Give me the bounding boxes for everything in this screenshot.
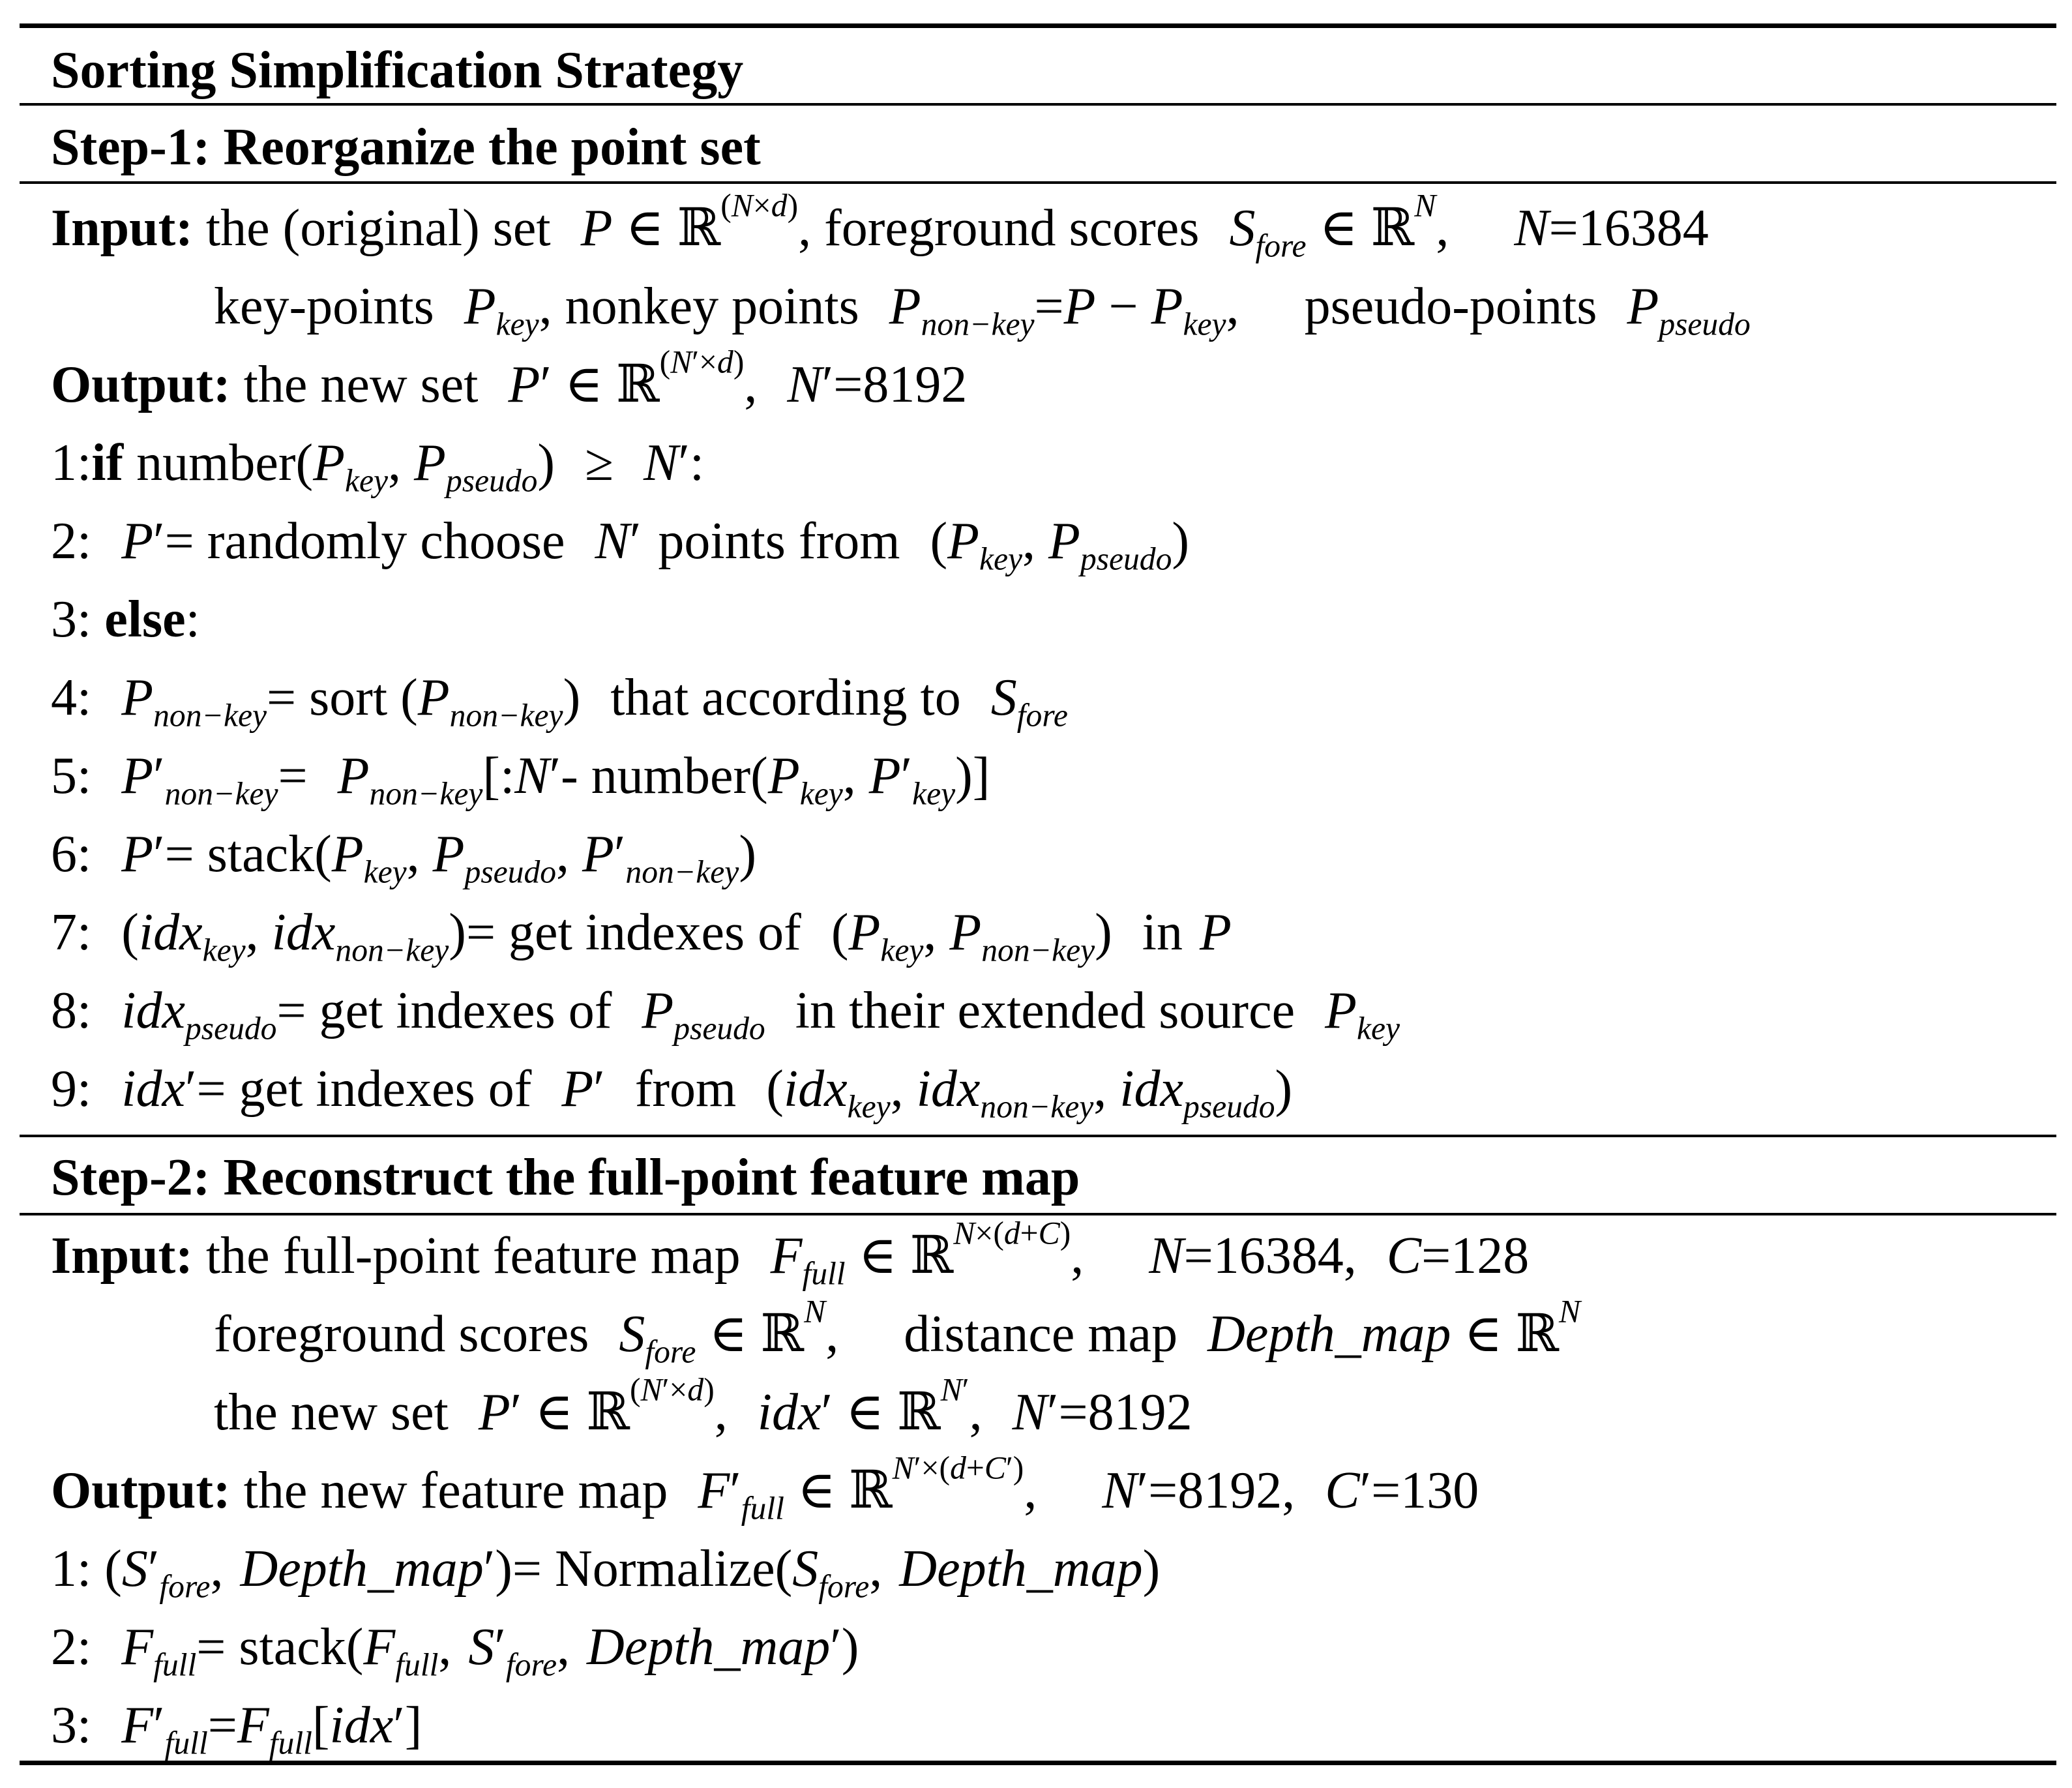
step2-output-label: Output: — [51, 1462, 231, 1519]
step1-input-line-1: Input: the (original) set P ∈ ℝ$^{(N\times d)}$, foreground scores $S_{fore}$ ∈ ℝ$^N$, N=16384 — [51, 187, 1709, 264]
step1-line-2: 2: P′= randomly choose N′ points from ($P_{key}$, $P_{pseudo}$) — [51, 513, 1190, 577]
step2-heading: Step-2: Reconstruct the full-point feature map — [51, 1149, 1080, 1206]
step1-line-3: 3: else: — [51, 591, 200, 648]
top-rule — [20, 23, 2056, 28]
rule-under-title — [20, 103, 2056, 106]
step2-input-line-1: Input: the full-point feature map $F_{full}$ ∈ ℝ$^{N\times(d+C)}$, N=16384, C=128 — [51, 1215, 1530, 1292]
step2-output-line: Output: the new feature map $F'_{full}$ ∈ ℝ$^{N'\times(d+C')}$, N′=8192, C′=130 — [51, 1450, 1479, 1527]
step2-input-line-3: the new set P′ ∈ ℝ$^{(N'\times d)}$, idx′ ∈ ℝ$^{N'}$, N′=8192 — [214, 1371, 1192, 1441]
step1-line-8: 8: idx$_{pseudo}$= get indexes of $P_{pseudo}$ in their extended source $P_{key}$ — [51, 982, 1400, 1047]
step1-output-label: Output: — [51, 356, 231, 413]
step2-line-2: 2: $F_{full}=$ $stack(F_{full}$, $S'_{fore}$, Depth_map′) — [51, 1618, 859, 1683]
step2-input-label: Input: — [51, 1227, 193, 1285]
step2-line-3: 3: $F'_{full}=F_{full}[idx']$ — [51, 1697, 422, 1761]
step1-line-7: 7: (idx$_{key}$, idx$_{non-key}$)= get indexes of ($P_{key}$, $P_{non-key}$) in P — [51, 904, 1232, 968]
step1-input-line-2: key-points $P_{key}$, nonkey points $P_{non-key}=P - P_{key}$, pseudo-points $P_{pseudo}$ — [214, 278, 1751, 342]
step1-input-label: Input: — [51, 200, 193, 257]
step1-line-1: 1:if $number(P_{key}$, $P_{pseudo}) \ge N'$: — [51, 434, 705, 499]
rule-before-step2 — [20, 1135, 2056, 1137]
step2-input-line-2: foreground scores $S_{fore}$ ∈ ℝ$^N$, distance map Depth_map ∈ ℝ$^N$ — [214, 1293, 1581, 1370]
step1-line-4: 4: $P_{non-key}=$ sort $(P_{non-key})$ that according to $S_{fore}$ — [51, 669, 1068, 734]
step1-line-5: 5: $P'_{non-key}=$ $P_{non-key}[:N'-$ $number(P_{key}$, $P'_{key}$)] — [51, 747, 990, 812]
bottom-rule — [20, 1761, 2056, 1765]
step1-output-line: Output: the new set P′ ∈ ℝ$^{(N'\times d)}$, N′=8192 — [51, 344, 968, 413]
step2-line-1: 1: ($S'_{fore}$, Depth_map′)= $Normalize(S_{fore}$, Depth_map) — [51, 1540, 1161, 1605]
step1-line-9: 9: idx′= get indexes of P′ from (idx$_{key}$, idx$_{non-key}$, idx$_{pseudo}$) — [51, 1060, 1293, 1125]
step1-line-6: 6: $P'= stack(P_{key}$, $P_{pseudo}$, $P'_{non-key}$) — [51, 826, 756, 890]
rule-under-step1 — [20, 181, 2056, 184]
algorithm-title: Sorting Simplification Strategy — [51, 42, 744, 99]
step1-heading: Step-1: Reorganize the point set — [51, 119, 761, 176]
